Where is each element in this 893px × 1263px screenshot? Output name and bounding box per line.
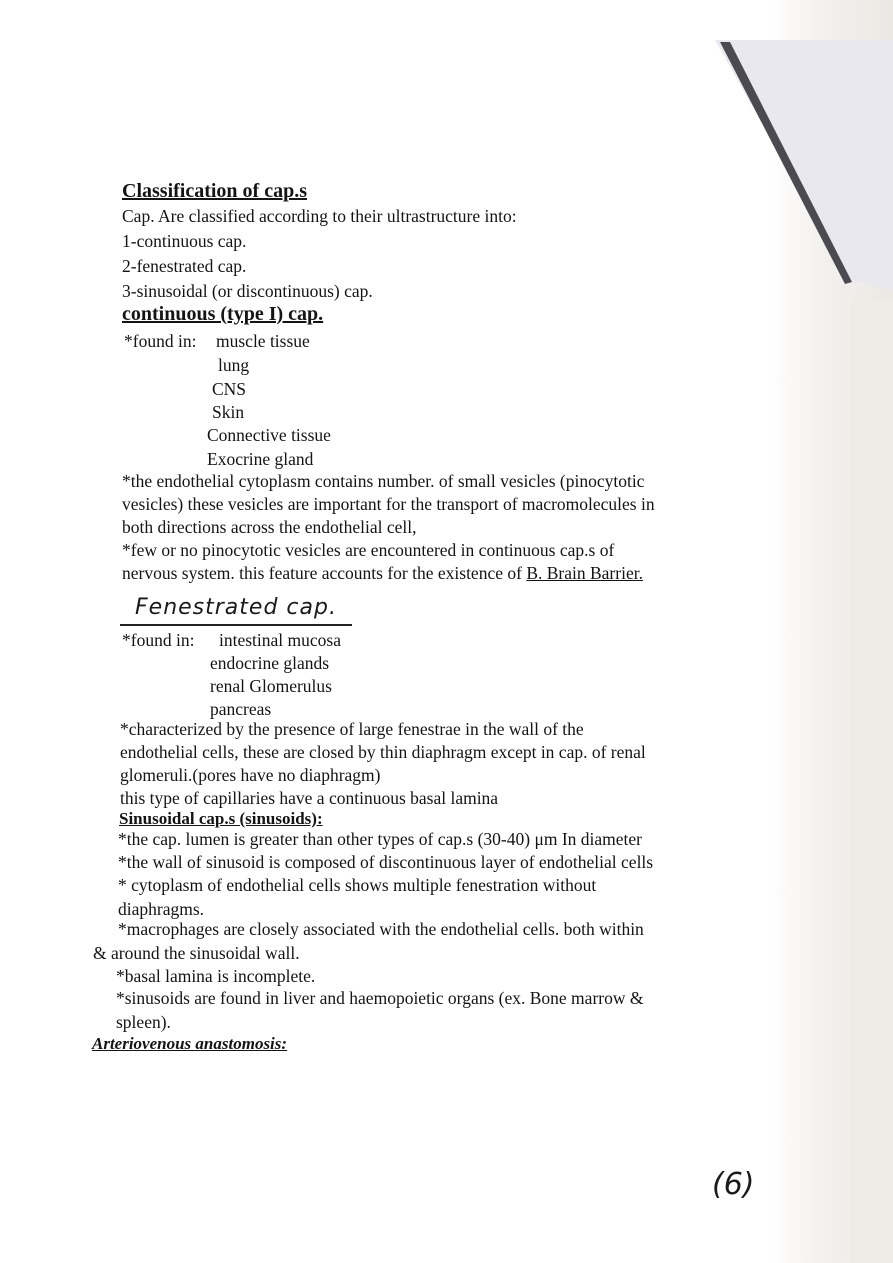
fenestrated-text: *characterized by the presence of large fenestrae in the wall of the bbox=[120, 719, 584, 739]
continuous-found-in-label: *found in: bbox=[124, 331, 197, 351]
sinusoidal-text: *macrophages are closely associated with the endothelial cells. both within bbox=[118, 919, 644, 939]
page-number: (6) bbox=[712, 1167, 755, 1202]
sinusoidal-cap-heading: Sinusoidal cap.s (sinusoids): bbox=[119, 809, 323, 828]
continuous-location: Exocrine gland bbox=[207, 449, 314, 469]
continuous-cap-heading: continuous (type I) cap. bbox=[122, 303, 324, 325]
continuous-location: muscle tissue bbox=[216, 331, 310, 351]
sinusoidal-text: diaphragms. bbox=[118, 899, 205, 919]
continuous-text: both directions across the endothelial cell, bbox=[122, 517, 417, 537]
fenestrated-text: glomeruli.(pores have no diaphragm) bbox=[120, 765, 381, 785]
continuous-text: *the endothelial cytoplasm contains number. of small vesicles (pinocytotic bbox=[122, 471, 645, 491]
fenestrated-cap-heading: Fenestrated cap. bbox=[135, 595, 337, 620]
intro-line: 3-sinusoidal (or discontinuous) cap. bbox=[122, 281, 373, 301]
intro-line: 1-continuous cap. bbox=[122, 231, 247, 251]
sinusoidal-text: & around the sinusoidal wall. bbox=[93, 943, 300, 963]
fenestrated-text: this type of capillaries have a continuous basal lamina bbox=[120, 788, 499, 808]
page-title: Classification of cap.s bbox=[122, 180, 307, 202]
fenestrated-location: intestinal mucosa bbox=[219, 630, 341, 650]
continuous-text-prefix: nervous system. this feature accounts for the existence of bbox=[122, 563, 527, 583]
fenestrated-found-in-label: *found in: bbox=[122, 630, 195, 650]
bbb-underlined-term: B. Brain Barrier. bbox=[526, 563, 643, 583]
continuous-location: CNS bbox=[212, 379, 247, 399]
fenestrated-location: pancreas bbox=[210, 699, 272, 719]
intro-line: Cap. Are classified according to their ultrastructure into: bbox=[122, 206, 517, 226]
continuous-location: Connective tissue bbox=[207, 425, 331, 445]
fenestrated-location: renal Glomerulus bbox=[210, 676, 332, 696]
arteriovenous-anastomosis-heading: Arteriovenous anastomosis: bbox=[92, 1034, 288, 1053]
sinusoidal-text: * cytoplasm of endothelial cells shows multiple fenestration without bbox=[118, 875, 597, 895]
sinusoidal-text: *basal lamina is incomplete. bbox=[116, 966, 316, 986]
fenestrated-location: endocrine glands bbox=[210, 653, 330, 673]
continuous-text: *few or no pinocytotic vesicles are encountered in continuous cap.s of bbox=[122, 540, 615, 560]
continuous-location: Skin bbox=[212, 402, 245, 422]
sinusoidal-text: *sinusoids are found in liver and haemopoietic organs (ex. Bone marrow & bbox=[116, 988, 644, 1008]
fenestrated-text: endothelial cells, these are closed by thin diaphragm except in cap. of renal bbox=[120, 742, 646, 762]
sinusoidal-text: *the wall of sinusoid is composed of discontinuous layer of endothelial cells bbox=[118, 852, 654, 872]
continuous-location: lung bbox=[218, 355, 250, 375]
continuous-text-last bbox=[122, 562, 643, 584]
handwritten-underline bbox=[120, 624, 352, 626]
continuous-text: vesicles) these vesicles are important for the transport of macromolecules in bbox=[122, 494, 655, 514]
sinusoidal-text: *the cap. lumen is greater than other types of cap.s (30-40) μm In diameter bbox=[118, 829, 642, 849]
sinusoidal-text: spleen). bbox=[116, 1012, 171, 1032]
intro-line: 2-fenestrated cap. bbox=[122, 256, 247, 276]
